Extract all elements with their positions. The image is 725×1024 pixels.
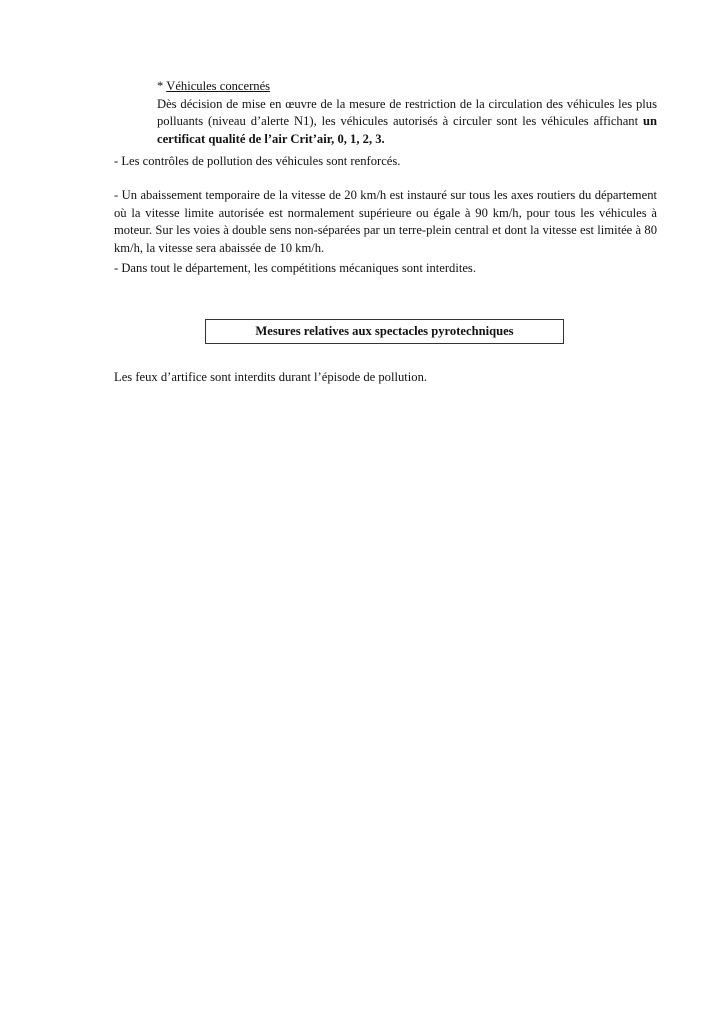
paragraph-pollution-controls: - Les contrôles de pollution des véhicules sont renforcés.	[114, 154, 401, 168]
vehicles-bold-text: un certificat qualité de l’air Crit’air, 0, 1, 2, 3.	[157, 114, 657, 146]
paragraph-competitions: - Dans tout le département, les compétitions mécaniques sont interdites.	[114, 261, 476, 275]
paragraph-speed-reduction: - Un abaissement temporaire de la vitesse de 20 km/h est instauré sur tous les axes routiers du département où la vitesse limite autorisée est normalement supérieure ou égale à 90 km/h, pour tous les véhicules à moteur. Sur les voies à double sens non-séparées par un terre-plein central et dont la vitesse est limitée à 80 km/h, la vitesse sera abaissée de 10 km/h.	[114, 188, 657, 255]
section-heading-pyrotechnics: Mesures relatives aux spectacles pyrotechniques	[255, 323, 514, 338]
vehicles-title: Véhicules concernés	[166, 79, 271, 93]
vehicles-section	[157, 78, 657, 148]
vehicles-body	[157, 96, 657, 149]
bullet-marker: *	[157, 79, 164, 93]
vehicles-text: Dès décision de mise en œuvre de la mesure de restriction de la circulation des véhicules les plus polluants (niveau d’alerte N1), les véhicules autorisés à circuler sont les véhicules affichant	[157, 96, 657, 128]
paragraph-fireworks: Les feux d’artifice sont interdits durant l’épisode de pollution.	[114, 370, 428, 384]
vehicles-heading-line	[157, 78, 657, 96]
section-heading-box	[205, 319, 564, 344]
